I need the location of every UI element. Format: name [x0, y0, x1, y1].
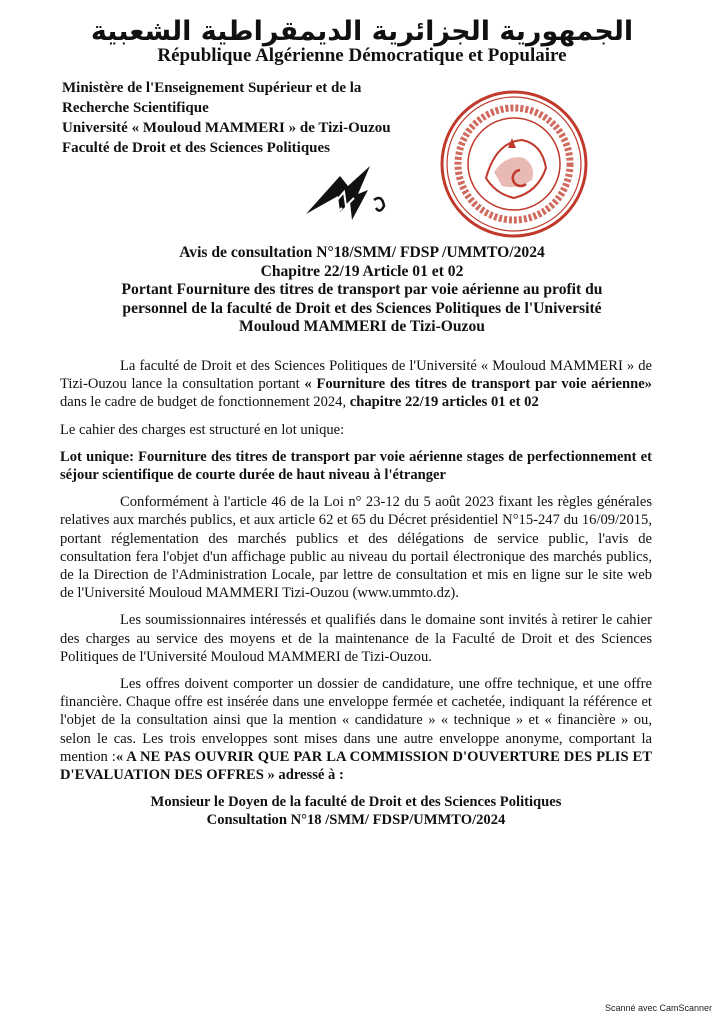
- intro-text-2: dans le cadre de budget de fonctionnement 2024,: [60, 394, 350, 411]
- republic-title: République Algérienne Démocratique et Populaire: [157, 45, 567, 66]
- ministry-line: Recherche Scientifique: [62, 100, 209, 116]
- intro-text: La faculté de Droit et des Sciences Politiques de l'Université « Mouloud MAMMERI » de Tizi-Ouzou lance la consultation portant: [60, 358, 652, 393]
- notice-subject-line: Mouloud MAMMERI de Tizi-Ouzou: [239, 318, 485, 335]
- notice-reference: Avis de consultation N°18/SMM/ FDSP /UMMTO/2024: [179, 244, 545, 261]
- university-logo-icon: [300, 162, 396, 228]
- lot-unique-paragraph: Lot unique: Fourniture des titres de transport par voie aérienne stages de perfectionnement et séjour scientifique de courte durée de haut niveau à l'étranger: [60, 448, 652, 484]
- bidders-paragraph: Les soumissionnaires intéressés et qualifiés dans le domaine sont invités à retirer le cahier des charges au service des moyens et de la maintenance de la Faculté de Droit et des Sciences Politiques de l'Université Mouloud MAMMERI de Tizi-Ouzou.: [60, 612, 652, 665]
- official-stamp-icon: [438, 88, 590, 240]
- intro-paragraph: [60, 357, 652, 412]
- offers-text: Les offres doivent comporter un dossier de candidature, une offre technique, et une offre financière. Chaque offre est insérée dans une enveloppe fermée et cachetée, indiquant la référence et l'objet de la consultation ainsi que la mention « candidature » « technique » et « financière » ou, selon le cas. Les trois enveloppes sont mises dans une autre enveloppe anonyme, comportant la mention :: [60, 676, 652, 765]
- university-line: Université « Mouloud MAMMERI » de Tizi-Ouzou: [62, 120, 391, 136]
- lot-structure-paragraph: Le cahier des charges est structuré en lot unique:: [60, 421, 345, 438]
- ministry-line: Ministère de l'Enseignement Supérieur et de la: [62, 80, 362, 96]
- intro-subject: « Fourniture des titres de transport par voie aérienne»: [304, 376, 652, 393]
- offers-paragraph: [60, 675, 652, 784]
- address-recipient: Monsieur le Doyen de la faculté de Droit et des Sciences Politiques: [150, 794, 562, 811]
- faculty-line: Faculté de Droit et des Sciences Politiques: [62, 140, 331, 156]
- intro-chapter: chapitre 22/19 articles 01 et 02: [349, 394, 539, 411]
- arabic-republic-title: الجمهورية الجزائرية الديمقراطية الشعبية: [90, 16, 634, 47]
- notice-chapter: Chapitre 22/19 Article 01 et 02: [260, 262, 464, 280]
- address-reference: Consultation N°18 /SMM/ FDSP/UMMTO/2024: [206, 812, 506, 829]
- legal-basis-paragraph: Conformément à l'article 46 de la Loi n° 23-12 du 5 août 2023 fixant les règles générales relatives aux marchés publics, et aux article 62 et 65 du Décret présidentiel N°15-247 du 16/09/2015, portant réglementation des marchés publics et des délégations de service public, l'avis de consultation fera l'objet d'un affichage public au niveau du portail électronique des marchés publics, de la Direction de l'Administration Locale, par lettre de consultation et mis en ligne sur le site web de l'Université Mouloud MAMMERI Tizi-Ouzou (www.ummto.dz).: [60, 494, 652, 602]
- notice-subject-line: Portant Fourniture des titres de transport par voie aérienne au profit du: [121, 281, 603, 298]
- notice-title: [70, 244, 654, 337]
- scanner-watermark: Scanné avec CamScanner: [604, 1003, 712, 1013]
- ministry-block: [62, 78, 402, 158]
- offers-mention: « A NE PAS OUVRIR QUE PAR LA COMMISSION D'OUVERTURE DES PLIS ET D'EVALUATION DES OFFRES » adressé à :: [60, 748, 652, 784]
- notice-body: [60, 357, 652, 830]
- notice-subject-line: personnel de la faculté de Droit et des Sciences Politiques de l'Université: [122, 299, 602, 317]
